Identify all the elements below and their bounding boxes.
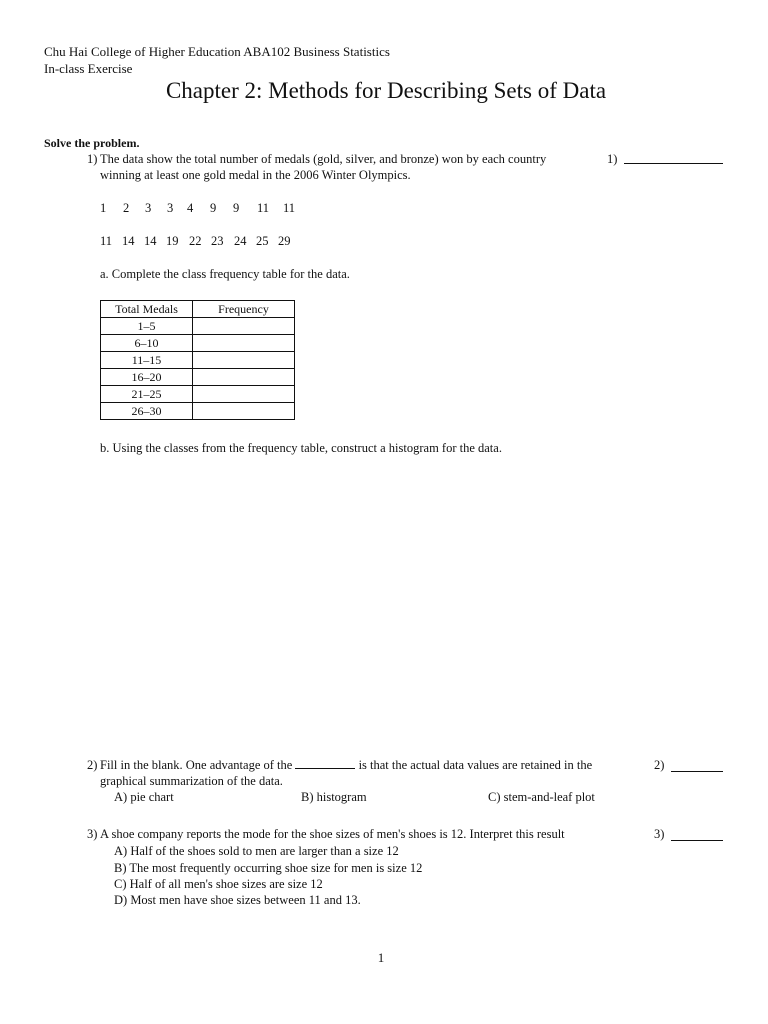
data-value: 4	[187, 201, 194, 215]
data-value: 14	[144, 234, 157, 248]
q2-option-b[interactable]: B) histogram	[301, 790, 367, 804]
data-value: 9	[233, 201, 240, 215]
data-value: 2	[123, 201, 130, 215]
q2-text-before: Fill in the blank. One advantage of the	[100, 758, 293, 772]
table-row	[101, 335, 295, 352]
q3-option-a[interactable]: A) Half of the shoes sold to men are larger than a size 12	[114, 844, 399, 858]
frequency-cell[interactable]	[193, 369, 295, 386]
data-value: 24	[234, 234, 247, 248]
data-value: 23	[211, 234, 224, 248]
data-value: 22	[189, 234, 202, 248]
q1-answer-line[interactable]	[624, 163, 723, 164]
data-value: 1	[100, 201, 107, 215]
frequency-table	[100, 300, 295, 420]
q2-option-a[interactable]: A) pie chart	[114, 790, 174, 804]
data-value: 11	[257, 201, 270, 215]
table-row	[101, 318, 295, 335]
data-value: 25	[256, 234, 269, 248]
class-cell: 26–30	[101, 403, 193, 420]
frequency-cell[interactable]	[193, 335, 295, 352]
q1-part-b: b. Using the classes from the frequency table, construct a histogram for the data.	[100, 441, 502, 455]
data-value: 11	[283, 201, 296, 215]
q1-text-line1: The data show the total number of medals (gold, silver, and bronze) won by each country	[100, 152, 547, 166]
header-college-line: Chu Hai College of Higher Education ABA102 Business Statistics	[44, 44, 390, 59]
data-value: 14	[122, 234, 135, 248]
q2-text-line2: graphical summarization of the data.	[100, 774, 283, 788]
class-cell: 6–10	[101, 335, 193, 352]
data-value: 9	[210, 201, 217, 215]
class-cell: 1–5	[101, 318, 193, 335]
q1-number: 1)	[87, 152, 98, 166]
q3-option-c[interactable]: C) Half of all men's shoe sizes are size 12	[114, 877, 323, 891]
q2-answer-line[interactable]	[671, 771, 723, 772]
table-header-row	[101, 301, 295, 318]
q2-option-c[interactable]: C) stem-and-leaf plot	[488, 790, 595, 804]
q1-text-line2: winning at least one gold medal in the 2006 Winter Olympics.	[100, 168, 411, 182]
table-row	[101, 386, 295, 403]
q3-option-b[interactable]: B) The most frequently occurring shoe size for men is size 12	[114, 861, 423, 875]
q1-part-a: a. Complete the class frequency table for the data.	[100, 267, 350, 281]
q2-fill-blank[interactable]	[295, 768, 355, 769]
frequency-cell[interactable]	[193, 386, 295, 403]
q1-data-row1	[100, 200, 303, 216]
frequency-cell[interactable]	[193, 352, 295, 369]
class-cell: 21–25	[101, 386, 193, 403]
data-value: 3	[167, 201, 174, 215]
q3-text: A shoe company reports the mode for the shoe sizes of men's shoes is 12. Interpret this result	[100, 827, 565, 841]
q3-option-d[interactable]: D) Most men have shoe sizes between 11 and 13.	[114, 893, 361, 907]
q2-number: 2)	[87, 758, 98, 772]
page-number: 1	[377, 950, 385, 965]
header-exercise-line: In-class Exercise	[44, 61, 133, 76]
q1-answer-label: 1)	[607, 152, 618, 166]
data-value: 3	[145, 201, 152, 215]
table-header-total-medals: Total Medals	[101, 301, 193, 318]
q3-answer-line[interactable]	[671, 840, 723, 841]
q2-text-after: is that the actual data values are retained in the	[358, 758, 593, 772]
q2-text-line1	[100, 757, 592, 773]
frequency-cell[interactable]	[193, 403, 295, 420]
instruction-text: Solve the problem.	[44, 136, 140, 150]
data-value: 29	[278, 234, 291, 248]
page-title: Chapter 2: Methods for Describing Sets of Data	[165, 78, 607, 103]
table-header-frequency: Frequency	[193, 301, 295, 318]
q1-data-row2	[100, 233, 298, 249]
table-row	[101, 403, 295, 420]
frequency-cell[interactable]	[193, 318, 295, 335]
q3-answer-label: 3)	[654, 827, 665, 841]
table-row	[101, 369, 295, 386]
table-row	[101, 352, 295, 369]
class-cell: 11–15	[101, 352, 193, 369]
class-cell: 16–20	[101, 369, 193, 386]
data-value: 11	[100, 234, 113, 248]
q3-number: 3)	[87, 827, 98, 841]
data-value: 19	[166, 234, 179, 248]
q2-answer-label: 2)	[654, 758, 665, 772]
